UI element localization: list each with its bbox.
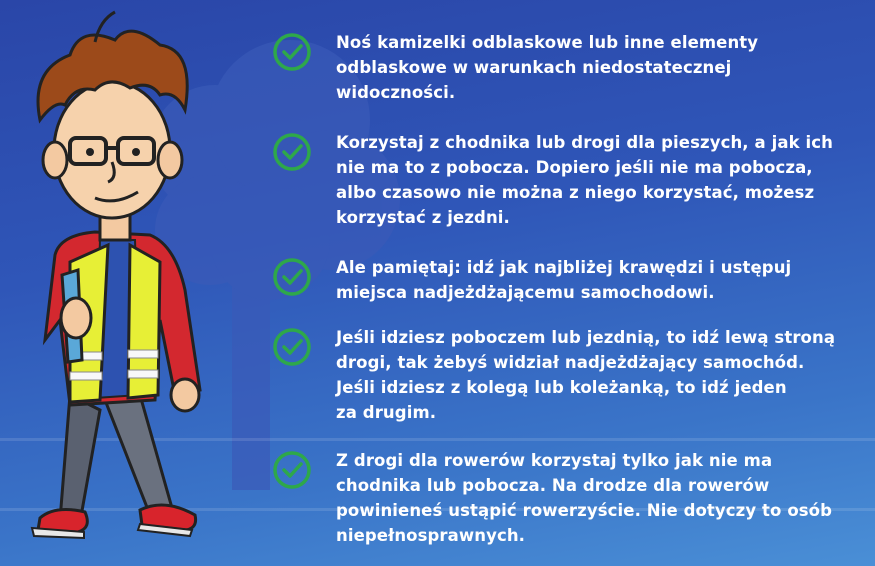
check-circle-icon [272, 32, 312, 72]
check-circle-icon [272, 132, 312, 172]
rule-text: Z drogi dla rowerów korzystaj tylko jak nie ma chodnika lub pobocza. Na drodze dla rowerów powinieneś ustąpić rowerzyście. Nie dotyczy to osób niepełnosprawnych. [336, 451, 833, 545]
list-item [272, 130, 833, 230]
rule-text: Noś kamizelki odblaskowe lub inne elementy odblaskowe w warunkach niedostatecznej widoczności. [336, 33, 759, 102]
check-circle-icon [272, 450, 312, 490]
check-circle-icon [272, 257, 312, 297]
list-item [272, 325, 835, 425]
boy-character-illustration [0, 0, 260, 566]
list-item [272, 30, 758, 105]
rule-text: Ale pamiętaj: idź jak najbliżej krawędzi i ustępuj miejsca nadjeżdżającemu samochodowi. [336, 258, 792, 302]
list-item [272, 255, 791, 305]
rule-text: Jeśli idziesz poboczem lub jezdnią, to idź lewą stroną drogi, tak żebyś widział nadjeżdżający samochód. Jeśli idziesz z kolegą lub koleżanką, to idź jeden za drugim. [336, 328, 836, 422]
list-item [272, 448, 832, 548]
rule-text: Korzystaj z chodnika lub drogi dla pieszych, a jak ich nie ma to z pobocza. Dopiero jeśli nie ma pobocza, albo czasowo nie można z niego korzystać, możesz korzystać z jezdni. [336, 133, 833, 227]
check-circle-icon [272, 327, 312, 367]
